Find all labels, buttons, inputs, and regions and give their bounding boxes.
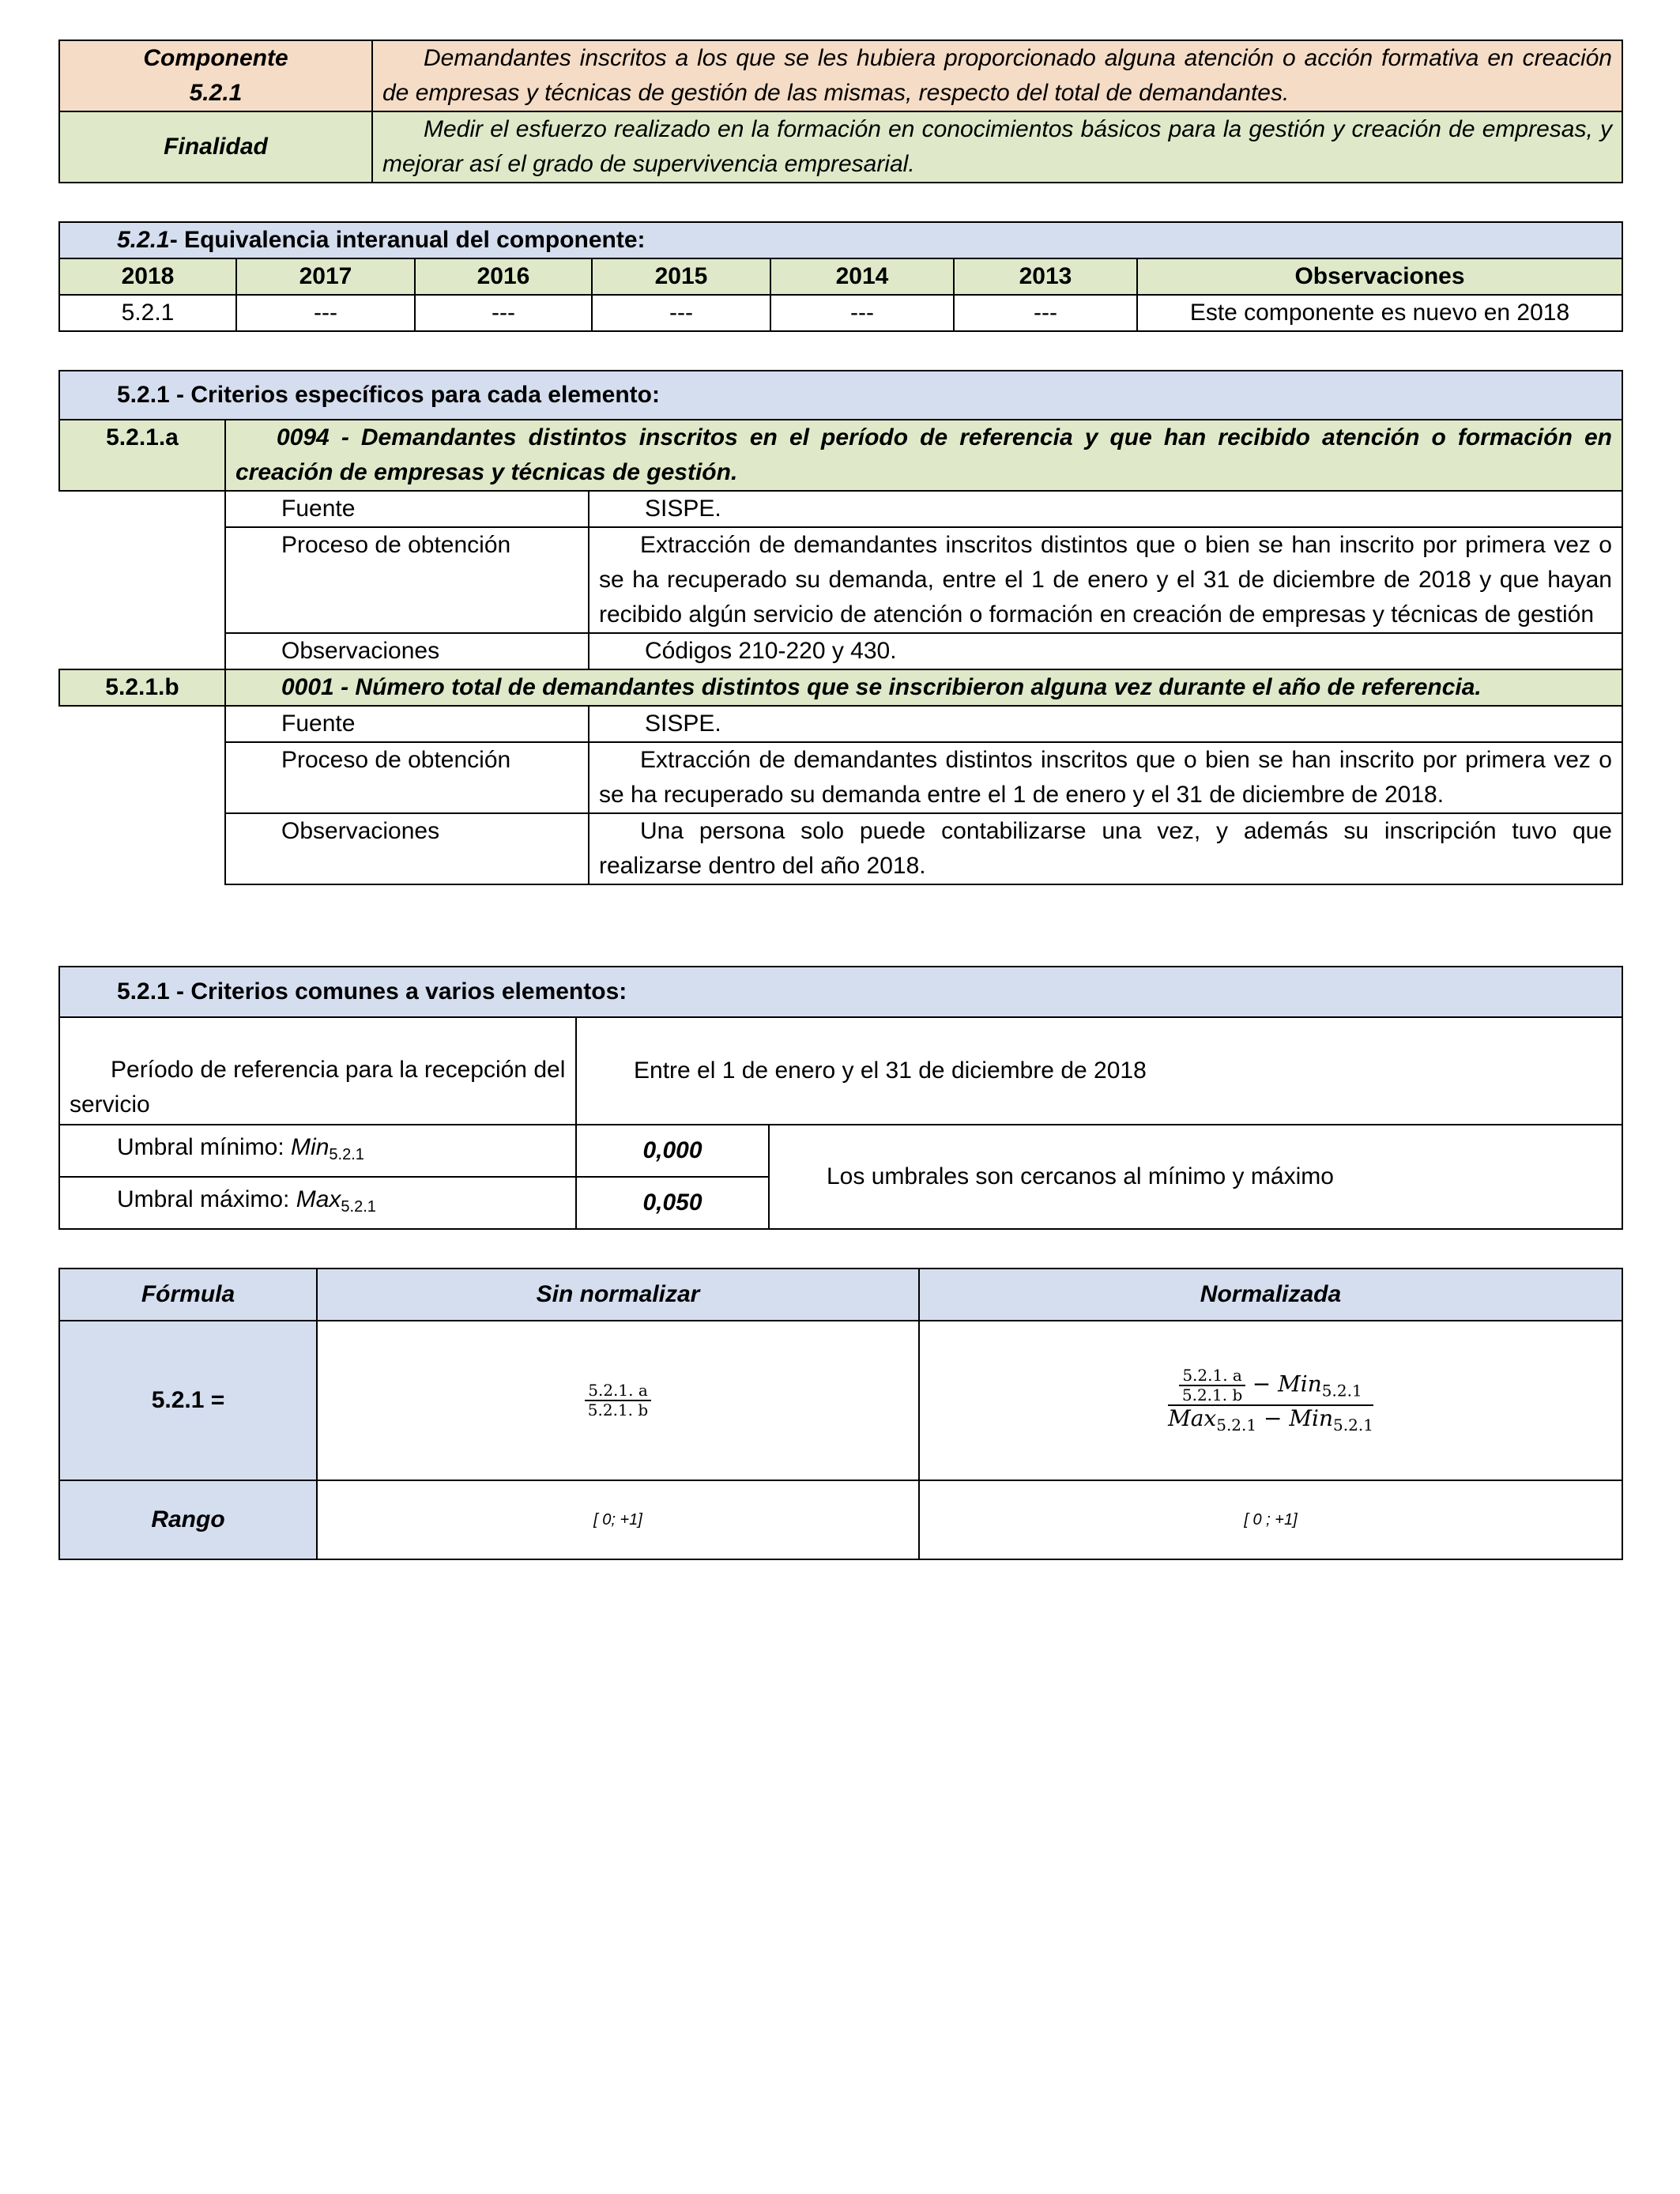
normalizada-formula: [919, 1321, 1622, 1480]
min-var: Min: [1278, 1370, 1322, 1397]
periodo-label: Período de referencia para la recepción del servicio: [70, 1057, 566, 1118]
comunes-title: 5.2.1 - Criterios comunes a varios elementos:: [59, 967, 1622, 1017]
row-value-cell: [589, 813, 1622, 884]
umbral-max-text: Umbral máximo:: [117, 1186, 296, 1212]
equivalencia-cell: ---: [415, 295, 592, 331]
sin-normalizar-fraction: [585, 1382, 651, 1419]
componente-number: 5.2.1: [189, 80, 243, 106]
max-sub: 5.2.1: [1216, 1416, 1257, 1434]
row-label: Fuente: [225, 706, 589, 742]
umbral-max-sub: 5.2.1: [341, 1197, 376, 1216]
equivalencia-title-text: - Equivalencia interanual del componente:: [169, 227, 646, 253]
equivalencia-col-header: 2013: [954, 258, 1137, 295]
equivalencia-cell: ---: [954, 295, 1137, 331]
min-sub: 5.2.1: [1321, 1381, 1362, 1400]
row-value-cell: [589, 527, 1622, 633]
normalizada-col-header: Normalizada: [919, 1269, 1622, 1321]
finalidad-description: [372, 111, 1622, 183]
fraction-denominator: 5.2.1. b: [587, 1400, 649, 1419]
row-value: Una persona solo puede contabilizarse una vez, y además su inscripción tuvo que realizarse dentro del año 2018.: [599, 818, 1612, 879]
equivalencia-cell: 5.2.1: [59, 295, 236, 331]
row-value: SISPE.: [589, 491, 1622, 527]
spacer-cell: [59, 813, 225, 884]
row-label: Proceso de obtención: [225, 527, 589, 633]
spacer-cell: [59, 633, 225, 669]
equivalencia-cell: ---: [236, 295, 415, 331]
spacer-cell: [59, 742, 225, 813]
umbral-max-label: [59, 1177, 576, 1229]
spacer-cell: [59, 491, 225, 527]
element-title: 0094 - Demandantes distintos inscritos en el período de referencia y que han recibido atención o formación en creación de empresas y técnicas de gestión.: [235, 424, 1612, 485]
rango-sin-normalizar: [ 0; +1]: [317, 1480, 919, 1559]
row-label: Fuente: [225, 491, 589, 527]
periodo-value: Entre el 1 de enero y el 31 de diciembre de 2018: [576, 1017, 1622, 1125]
element-title: 0001 - Número total de demandantes distintos que se inscribieron alguna vez durante el año de referencia.: [225, 669, 1622, 706]
row-value: Extracción de demandantes inscritos distintos que o bien se han inscrito por primera vez o se ha recuperado su demanda, entre el 1 de enero y el 31 de diciembre de 2018 y que hayan recibido algún servicio de atención o formación en creación de empresas y técnicas de gestión: [599, 532, 1612, 628]
formula-col-header: Fórmula: [59, 1269, 317, 1321]
equivalencia-title-num: 5.2.1: [117, 227, 170, 253]
umbral-min-sub: 5.2.1: [329, 1145, 364, 1163]
min-var: Min: [1289, 1405, 1334, 1431]
componente-text: Demandantes inscritos a los que se les hubiera proporcionado alguna atención o acción formativa en creación de empresas y técnicas de gestión de las mismas, respecto del total de demandantes.: [382, 45, 1612, 106]
componente-label-cell: [59, 40, 372, 111]
umbral-max-value: 0,050: [576, 1177, 769, 1229]
umbral-note: Los umbrales son cercanos al mínimo y máximo: [769, 1125, 1622, 1229]
equivalencia-col-header: 2016: [415, 258, 592, 295]
min-sub: 5.2.1: [1333, 1416, 1373, 1434]
fraction-numerator: 5.2.1. a: [585, 1382, 651, 1401]
equivalencia-col-header: 2017: [236, 258, 415, 295]
equivalencia-col-header: Observaciones: [1137, 258, 1622, 295]
finalidad-text: Medir el esfuerzo realizado en la formación en conocimientos básicos para la gestión y creación de empresas, y mejorar así el grado de supervivencia empresarial.: [382, 116, 1612, 177]
sin-normalizar-formula: [317, 1321, 919, 1480]
componente-label: Componente: [143, 45, 288, 71]
row-label: Observaciones: [225, 633, 589, 669]
criterios-title: 5.2.1 - Criterios específicos para cada elemento:: [59, 371, 1622, 420]
sin-normalizar-col-header: Sin normalizar: [317, 1269, 919, 1321]
row-label: Observaciones: [225, 813, 589, 884]
inner-fraction: [1179, 1367, 1245, 1404]
normalizada-numerator: [1168, 1367, 1373, 1406]
row-value-cell: [589, 742, 1622, 813]
normalizada-denominator: [1168, 1406, 1373, 1434]
inner-numerator: 5.2.1. a: [1179, 1367, 1245, 1386]
element-code: 5.2.1.b: [59, 669, 225, 706]
equivalencia-cell: ---: [770, 295, 954, 331]
componente-description: [372, 40, 1622, 111]
row-label: Proceso de obtención: [225, 742, 589, 813]
equivalencia-title: [59, 222, 1622, 258]
row-value: SISPE.: [589, 706, 1622, 742]
inner-denominator: 5.2.1. b: [1181, 1385, 1243, 1404]
finalidad-label: Finalidad: [59, 111, 372, 183]
rango-normalizada: [ 0 ; +1]: [919, 1480, 1622, 1559]
rango-label: Rango: [59, 1480, 317, 1559]
componente-table: [58, 40, 1623, 183]
equivalencia-cell: ---: [592, 295, 770, 331]
normalizada-fraction: [1168, 1367, 1373, 1434]
row-value: Códigos 210-220 y 430.: [589, 633, 1622, 669]
element-title-cell: [225, 420, 1622, 491]
equivalencia-col-header: 2015: [592, 258, 770, 295]
equivalencia-col-header: 2018: [59, 258, 236, 295]
umbral-max-var: Max: [296, 1186, 341, 1212]
max-var: Max: [1168, 1405, 1217, 1431]
equivalencia-cell: Este componente es nuevo en 2018: [1137, 295, 1622, 331]
periodo-label-cell: [59, 1017, 576, 1125]
equivalencia-table: [58, 221, 1623, 332]
minus-sign: −: [1256, 1405, 1290, 1431]
formula-table: [58, 1268, 1623, 1560]
minus-sign: −: [1245, 1370, 1279, 1397]
formula-row-label: 5.2.1 =: [59, 1321, 317, 1480]
equivalencia-col-header: 2014: [770, 258, 954, 295]
spacer-cell: [59, 527, 225, 633]
row-value: Extracción de demandantes distintos inscritos que o bien se han inscrito por primera vez o se ha recuperado su demanda entre el 1 de enero y el 31 de diciembre de 2018.: [599, 747, 1612, 808]
element-code: 5.2.1.a: [59, 420, 225, 491]
umbral-min-text: Umbral mínimo:: [117, 1133, 292, 1160]
umbral-min-value: 0,000: [576, 1125, 769, 1177]
comunes-table: [58, 966, 1623, 1230]
umbral-min-label: [59, 1125, 576, 1177]
spacer-cell: [59, 706, 225, 742]
umbral-min-var: Min: [291, 1133, 330, 1160]
criterios-table: [58, 370, 1623, 885]
